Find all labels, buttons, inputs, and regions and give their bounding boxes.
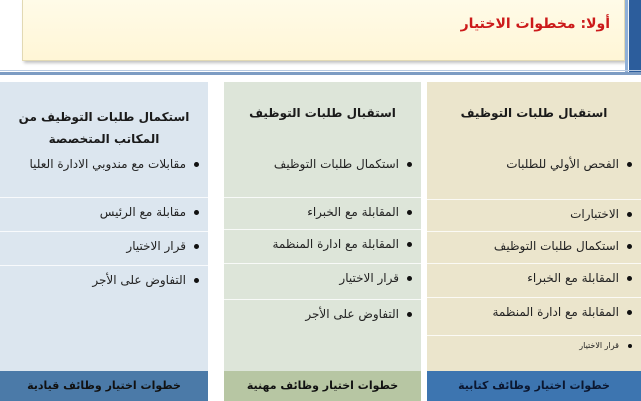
list-item: قرار الاختيار xyxy=(0,236,208,256)
list-item: الاختبارات xyxy=(427,204,641,224)
divider-bar xyxy=(0,72,641,75)
decorative-strip xyxy=(625,0,628,72)
item-separator xyxy=(224,197,421,198)
list-item: مقابلة مع الرئيس xyxy=(0,202,208,222)
column-footer: خطوات اختيار وظائف قيادية xyxy=(0,371,208,401)
item-separator xyxy=(427,335,641,336)
item-separator xyxy=(427,199,641,200)
list-item: استكمال طلبات التوظيف xyxy=(427,236,641,256)
list-item: المقابلة مع ادارة المنظمة xyxy=(427,302,641,322)
list-item: التفاوض على الأجر xyxy=(224,304,421,324)
item-separator xyxy=(224,229,421,230)
list-item: المقابلة مع ادارة المنظمة xyxy=(224,234,421,254)
column-professional xyxy=(224,82,421,401)
item-separator xyxy=(0,265,208,266)
divider-line xyxy=(0,70,641,71)
column-header: استقبال طلبات التوظيف xyxy=(249,106,396,120)
list-item: الفحص الأولي للطلبات xyxy=(427,154,641,174)
list-item: المقابلة مع الخبراء xyxy=(427,268,641,288)
list-item: قرار الاختيار xyxy=(224,268,421,288)
item-separator xyxy=(427,263,641,264)
page-title: أولا: مخطوات الاختيار xyxy=(460,16,610,32)
column-footer: خطوات اختيار وظائف مهنية xyxy=(224,371,421,401)
list-item: استكمال طلبات التوظيف xyxy=(224,154,421,174)
column-header: استقبال طلبات التوظيف xyxy=(460,106,608,120)
item-separator xyxy=(224,263,421,264)
item-separator xyxy=(427,231,641,232)
item-separator xyxy=(427,297,641,298)
item-separator xyxy=(224,299,421,300)
column-clerical xyxy=(427,82,641,401)
item-separator xyxy=(0,231,208,232)
decorative-bar xyxy=(629,0,641,72)
item-separator xyxy=(0,197,208,198)
title-box xyxy=(22,0,625,61)
column-footer: خطوات اختيار وظائف كتابية xyxy=(427,371,641,401)
list-item: المقابلة مع الخبراء xyxy=(224,202,421,222)
list-item: مقابلات مع مندوبي الادارة العليا xyxy=(0,154,208,174)
column-header: استكمال طلبات التوظيف من المكاتب المتخصصة xyxy=(18,110,190,146)
list-item: التفاوض على الأجر xyxy=(0,270,208,290)
list-item: قرار الاختيار xyxy=(427,340,641,352)
column-leadership xyxy=(0,82,208,401)
